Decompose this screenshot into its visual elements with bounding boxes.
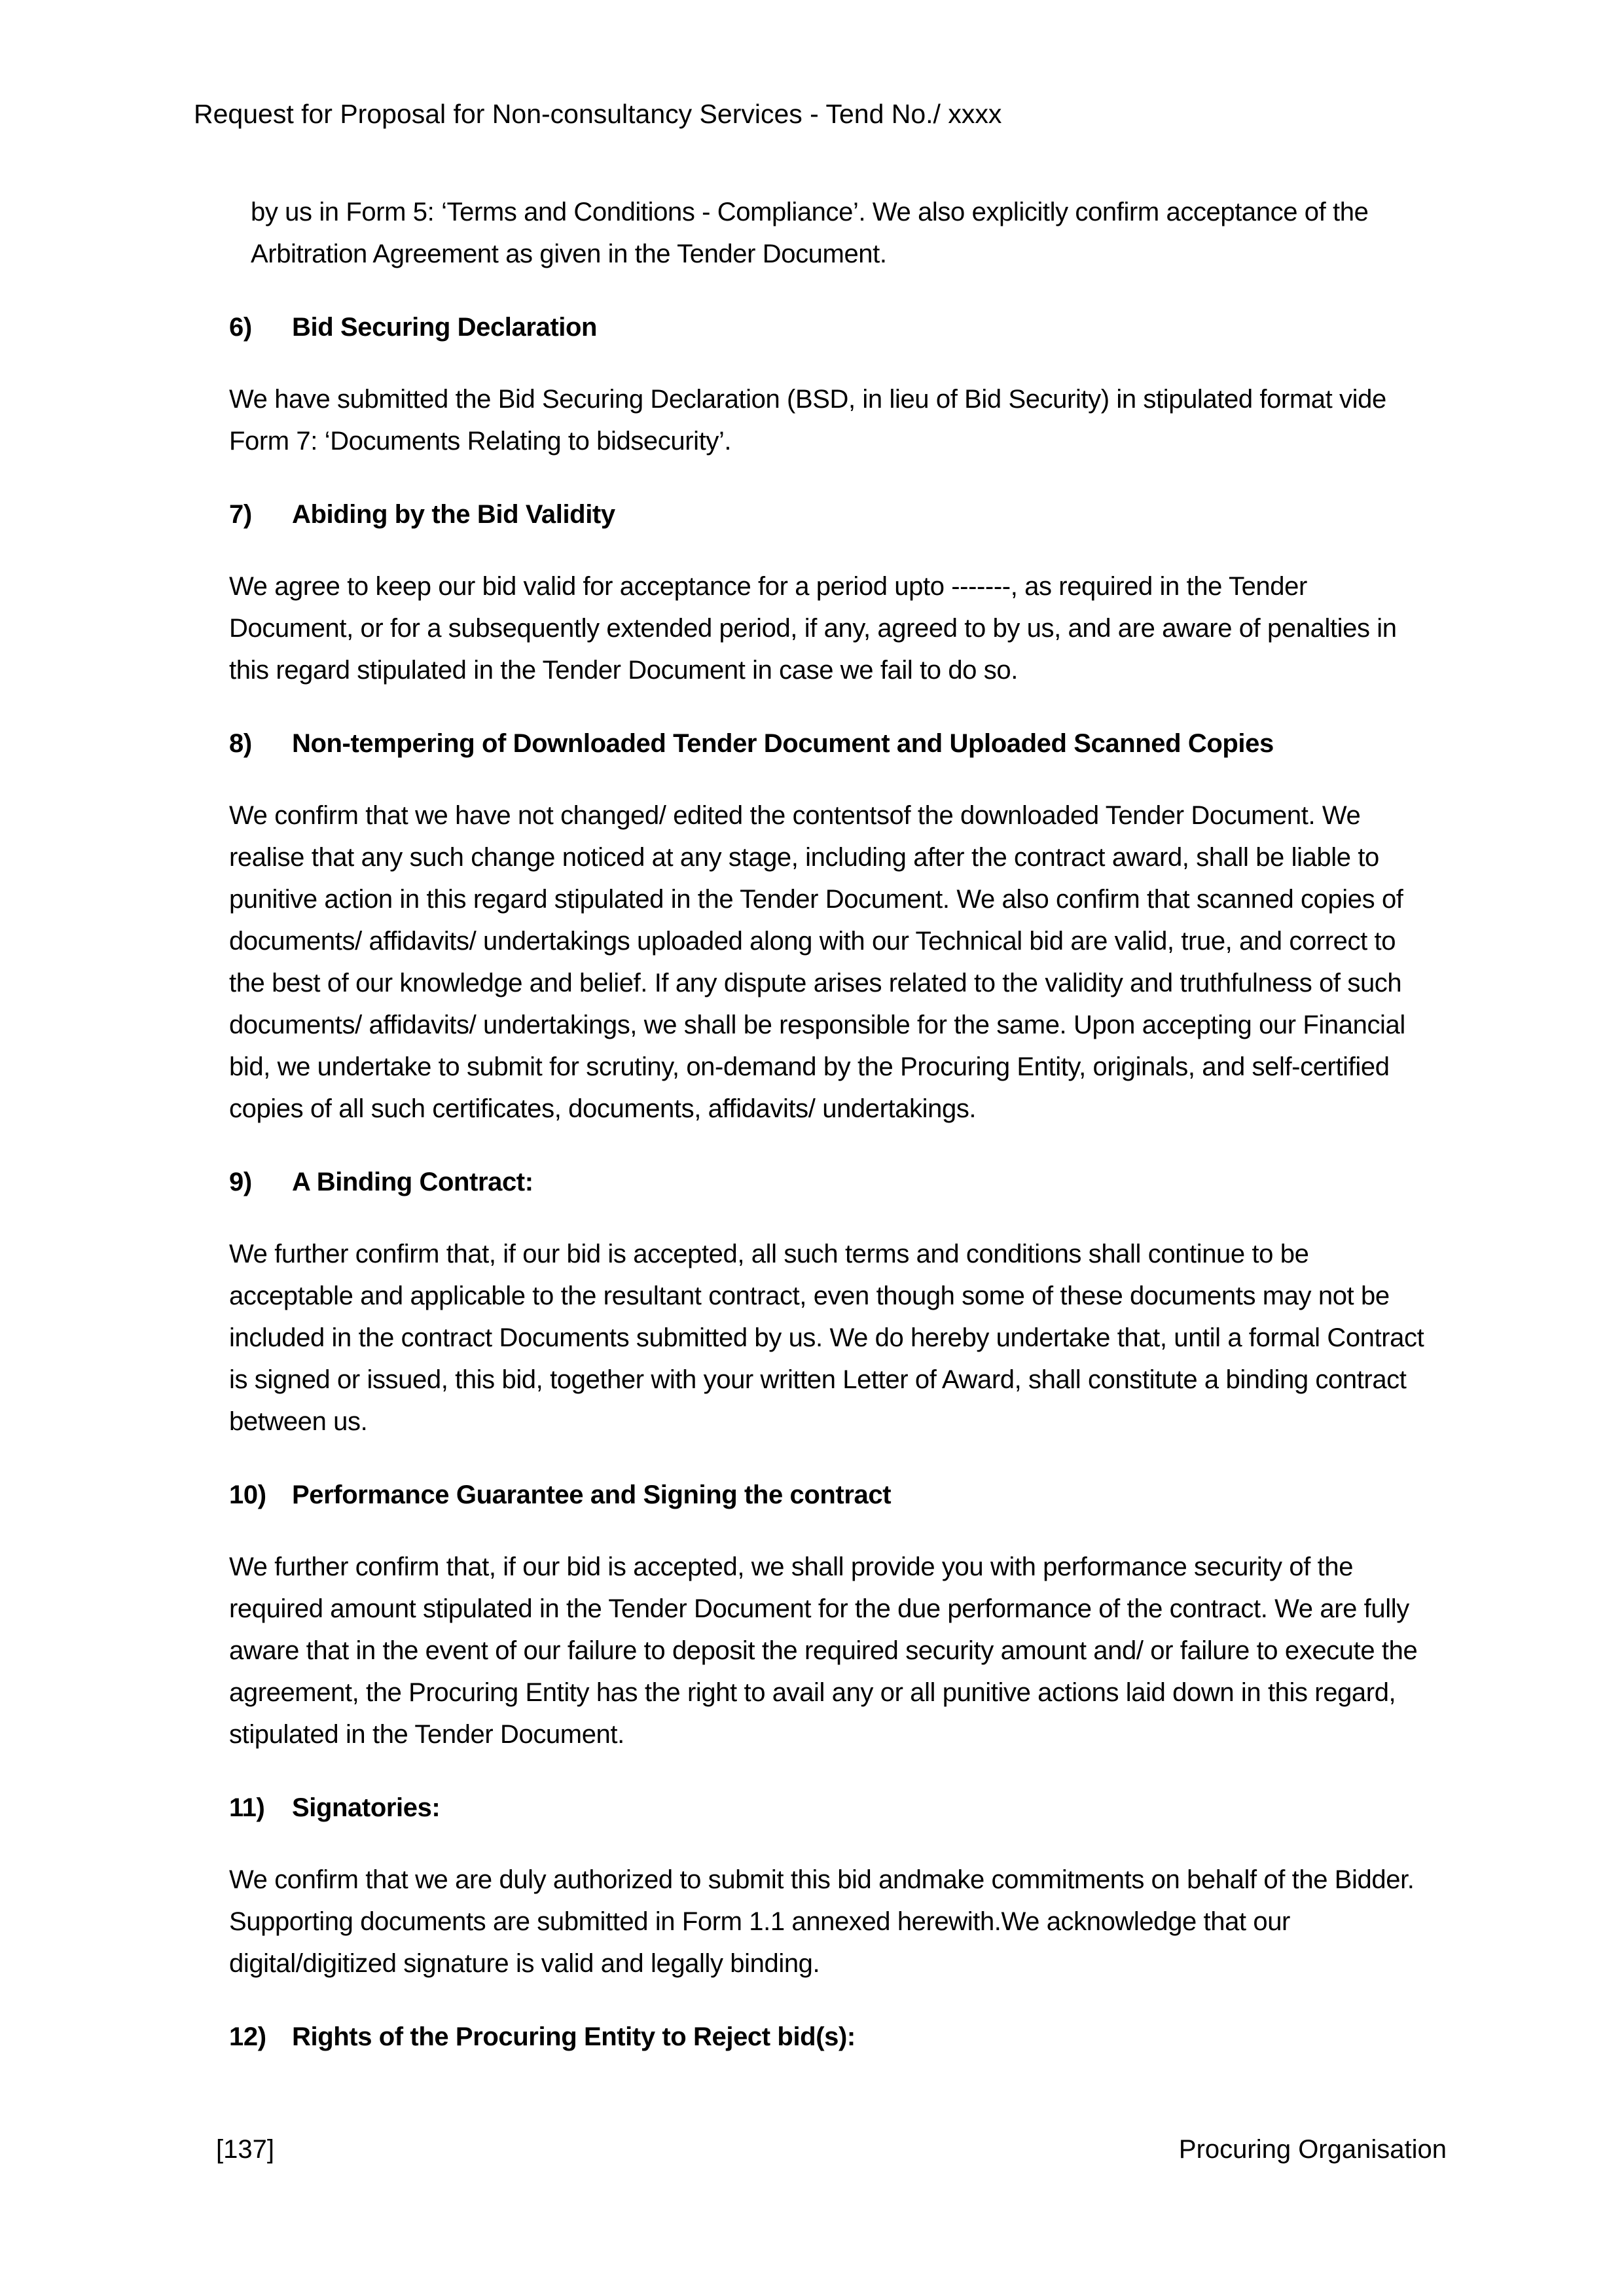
item-heading: [229, 1474, 1435, 1516]
item-number: 8): [229, 729, 252, 758]
item-heading: [229, 306, 1435, 348]
item-body: We further confirm that, if our bid is accepted, we shall provide you with performance security of the required amount stipulated in the Tender Document for the due performance of the contract. We are fully aware that in the event of our failure to deposit the required security amount and/ or failure to execute the agreement, the Procuring Entity has the right to avail any or all punitive actions laid down in this regard, stipulated in the Tender Document.: [229, 1552, 1418, 1749]
item-10: [229, 1474, 1435, 1755]
item-12: [229, 2016, 1435, 2058]
item-body: We have submitted the Bid Securing Declaration (BSD, in lieu of Bid Security) in stipulated format vide Form 7: ‘Documents Relating to bidsecurity’.: [229, 385, 1386, 456]
item-heading: [229, 723, 1435, 764]
running-header: Request for Proposal for Non-consultancy Services - Tend No./ xxxx: [194, 99, 1002, 129]
item-number: 10): [229, 1480, 266, 1509]
item-6: [229, 306, 1435, 462]
item-title: Rights of the Procuring Entity to Reject bid(s):: [292, 2022, 856, 2051]
item-number: 11): [229, 1793, 265, 1822]
intro-paragraph: by us in Form 5: ‘Terms and Conditions - Compliance’. We also explicitly confirm acceptance of the Arbitration Agreement as given in the Tender Document.: [251, 198, 1369, 268]
item-body: We further confirm that, if our bid is accepted, all such terms and conditions shall continue to be acceptable and applicable to the resultant contract, even though some of these documents may not be included in the contract Documents submitted by us. We do hereby undertake that, until a formal Contract is signed or issued, this bid, together with your written Letter of Award, shall constitute a binding contract between us.: [229, 1240, 1424, 1436]
item-heading: [229, 493, 1435, 535]
document-body: [229, 191, 1435, 2058]
page-footer: [216, 2134, 1447, 2165]
item-heading: [229, 1161, 1435, 1203]
item-title: Performance Guarantee and Signing the contract: [292, 1480, 892, 1509]
item-9: [229, 1161, 1435, 1443]
item-title: A Binding Contract:: [292, 1168, 533, 1196]
item-title: Signatories:: [292, 1793, 441, 1822]
item-number: 6): [229, 313, 252, 342]
item-title: Abiding by the Bid Validity: [292, 500, 615, 529]
item-number: 7): [229, 500, 252, 529]
item-body: We confirm that we are duly authorized to submit this bid andmake commitments on behalf of the Bidder. Supporting documents are submitted in Form 1.1 annexed herewith.We acknowledge that our digital/digitized signature is valid and legally binding.: [229, 1865, 1415, 1978]
item-11: [229, 1787, 1435, 1984]
item-body: We confirm that we have not changed/ edited the contentsof the downloaded Tender Document. We realise that any such change noticed at any stage, including after the contract award, shall be liable to punitive action in this regard stipulated in the Tender Document. We also confirm that scanned copies of documents/ affidavits/ undertakings uploaded along with our Technical bid are valid, true, and correct to the best of our knowledge and belief. If any dispute arises related to the validity and truthfulness of such documents/ affidavits/ undertakings, we shall be responsible for the same. Upon accepting our Financial bid, we undertake to submit for scrutiny, on-demand by the Procuring Entity, originals, and self-certified copies of all such certificates, documents, affidavits/ undertakings.: [229, 801, 1405, 1123]
item-title: Non-tempering of Downloaded Tender Document and Uploaded Scanned Copies: [292, 729, 1274, 758]
item-8: [229, 723, 1435, 1130]
item-number: 9): [229, 1168, 252, 1196]
item-body: We agree to keep our bid valid for acceptance for a period upto -------, as required in the Tender Document, or for a subsequently extended period, if any, agreed to by us, and are aware of penalties in this regard stipulated in the Tender Document in case we fail to do so.: [229, 572, 1397, 685]
footer-org-label: Procuring Organisation: [1178, 2135, 1447, 2164]
page-number: [137]: [216, 2135, 274, 2164]
item-7: [229, 493, 1435, 691]
item-heading: [229, 1787, 1435, 1829]
item-heading: [229, 2016, 1435, 2058]
item-number: 12): [229, 2022, 266, 2051]
item-title: Bid Securing Declaration: [292, 313, 598, 342]
